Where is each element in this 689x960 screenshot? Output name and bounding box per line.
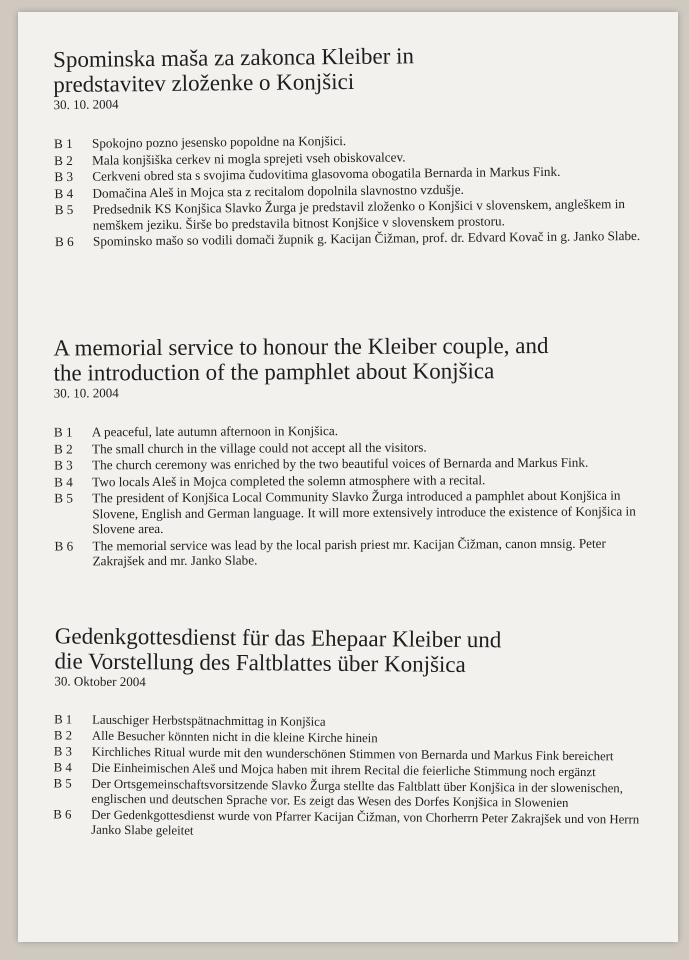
item-text: Der Gedenkgottesdienst wurde von Pfarrer Kacijan Čižman, von Chorherrn Peter Zakrajšek und von Herrn Janko Slabe geleitet <box>91 807 640 838</box>
item-code: B 2 <box>53 728 73 743</box>
item-code: B 6 <box>54 233 74 250</box>
title-line: A memorial service to honour the Kleiber couple, and <box>53 332 549 361</box>
item-code: B 2 <box>54 152 73 168</box>
item-code: B 4 <box>54 185 74 201</box>
item-list <box>53 712 644 842</box>
list-item <box>55 196 645 233</box>
paper-sheet <box>18 12 678 942</box>
section-date: 30. 10. 2004 <box>53 385 119 401</box>
section-title <box>55 623 645 678</box>
list-item <box>54 487 644 537</box>
section-title <box>53 41 643 97</box>
item-code: B 1 <box>53 424 73 440</box>
item-code: B 2 <box>53 440 73 457</box>
section-title <box>53 332 643 385</box>
item-text: Alle Besucher könnten nicht in die kleine Kirche hinein <box>91 728 378 746</box>
item-text: Domačina Aleš in Mojca sta z recitalom dopolnila slavnostno vzdušje. <box>92 181 464 201</box>
item-list <box>54 130 645 250</box>
item-text: Predsednik KS Konjšica Slavko Žurga je predstavil zloženko o Konjšici v slovenskem, angleškem in nemškem jeziku. Širše bo predstavila bitnost Konjšice v slovenskem prostoru. <box>92 196 625 233</box>
item-code: B 5 <box>54 201 74 218</box>
item-code: B 6 <box>54 537 74 554</box>
item-code: B 5 <box>53 776 72 791</box>
item-code: B 3 <box>54 457 73 473</box>
item-text: Spominsko mašo so vodili domači župnik g. Kacijan Čižman, prof. dr. Edvard Kovač in g. Janko Slabe. <box>92 227 641 249</box>
item-code: B 1 <box>54 712 73 727</box>
list-item <box>54 535 644 569</box>
item-text: The memorial service was lead by the local parish priest mr. Kacijan Čižman, canon mnsig. Peter Zakrajšek and mr. Janko Slabe. <box>92 535 606 569</box>
item-text: A peaceful, late autumn afternoon in Konjšica. <box>91 423 339 440</box>
item-text: Cerkveni obred sta s svojima čudovitima glasovoma obogatila Bernarda in Markus Fink. <box>92 163 561 184</box>
title-line: the introduction of the pamphlet about Konjšica <box>53 358 495 386</box>
section-date: 30. 10. 2004 <box>53 96 119 113</box>
item-code: B 4 <box>53 760 72 775</box>
item-text: Two locals Aleš in Mojca completed the solemn atmosphere with a recital. <box>92 471 486 489</box>
title-line: die Vorstellung des Faltblattes über Konjšica <box>54 648 466 678</box>
item-code: B 1 <box>53 135 73 152</box>
item-text: The president of Konjšica Local Community Slavko Žurga introduced a pamphlet about Konjšica in Slovene, English and German language. It will more extensively introduce the existence of Konjšica in Slovene area. <box>92 487 636 537</box>
list-item <box>53 807 643 842</box>
item-code: B 3 <box>54 168 74 185</box>
item-code: B 6 <box>53 807 72 822</box>
item-code: B 3 <box>53 744 73 759</box>
section-date: 30. Oktober 2004 <box>54 673 146 690</box>
item-text: Lauschiger Herbstspätnachmittag in Konjšica <box>92 712 326 729</box>
list-item <box>54 471 644 490</box>
title-line: Spominska maša za zakonca Kleiber in <box>52 43 415 73</box>
title-line: Gedenkgottesdienst für das Ehepaar Kleiber und <box>54 623 502 653</box>
item-list <box>54 421 645 569</box>
item-code: B 4 <box>54 473 73 490</box>
title-line: predstavitev zloženke o Konjšici <box>53 68 355 98</box>
item-text: Der Ortsgemeinschaftsvorsitzende Slavko Žurga stellte das Faltblatt über Konjšica in der slowenischen, englischen und deutschen Sprache vor. Es zeigt das Wesen des Dorfes Konjšica in Slowenien <box>91 776 624 810</box>
list-item <box>54 421 644 440</box>
list-item <box>54 438 644 457</box>
item-text: Kirchliches Ritual wurde mit den wunderschönen Stimmen von Bernarda und Markus Fink bereichert <box>91 744 614 764</box>
section-english <box>53 332 644 570</box>
item-code: B 5 <box>54 490 73 506</box>
item-text: Mala konjšiška cerkev ni mogla sprejeti vseh obiskovalcev. <box>92 148 406 168</box>
section-german <box>53 623 645 843</box>
item-text: Spokojno pozno jesensko popoldne na Konjšici. <box>91 133 347 151</box>
item-text: Die Einheimischen Aleš und Mojca haben mit ihrem Recital die feierliche Stimmung noch ergänzt <box>91 760 596 780</box>
item-text: The small church in the village could not accept all the visitors. <box>91 439 427 456</box>
section-slovenian <box>53 41 645 251</box>
list-item <box>54 454 644 473</box>
item-text: The church ceremony was enriched by the two beautiful voices of Bernarda and Markus Fink. <box>92 454 589 473</box>
list-item <box>53 776 643 811</box>
